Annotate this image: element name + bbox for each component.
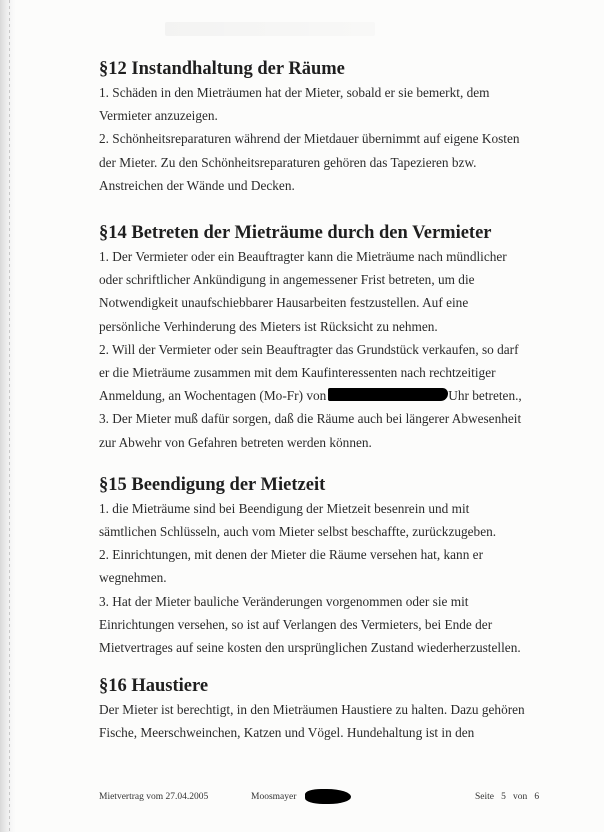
text-line: wegnehmen.: [99, 570, 167, 586]
text-line: Vermieter anzuzeigen.: [99, 108, 218, 124]
section-text: [99, 497, 559, 659]
footer-contract-date: Mietvertrag vom 27.04.2005: [99, 792, 209, 802]
section-heading: §16 Haustiere: [99, 676, 209, 697]
section-heading: §14 Betreten der Mieträume durch den Vermieter: [99, 223, 492, 244]
section-16: [99, 674, 559, 744]
footer-name: Moosmayer: [251, 792, 297, 802]
section-14: [99, 221, 559, 454]
section-heading: §12 Instandhaltung der Räume: [99, 59, 345, 79]
document-body: [99, 57, 559, 765]
section-12: [99, 57, 559, 197]
text-line: er die Mieträume zusammen mit dem Kaufinteressenten nach rechtzeitiger: [99, 365, 496, 381]
text-line: 2. Schönheitsreparaturen während der Mietdauer übernimmt auf eigene Kosten: [99, 131, 520, 147]
text-line: persönliche Verhinderung des Mieters ist Rücksicht zu nehmen.: [99, 318, 438, 334]
text-line: Mietvertrages auf seine kosten den ursprünglichen Zustand wiederherzustellen.: [99, 640, 521, 656]
text-line: 3. Hat der Mieter bauliche Veränderungen vorgenommen oder sie mit: [99, 593, 469, 609]
text-line: Notwendigkeit unaufschiebbarer Hausarbeiten festzustellen. Auf eine: [99, 295, 469, 311]
scan-edge: [0, 0, 16, 832]
text-line: Der Mieter ist berechtigt, in den Mieträumen Haustiere zu halten. Dazu gehören: [99, 702, 525, 718]
redaction-bar: [328, 388, 448, 401]
bleed-through-smudge: [165, 22, 375, 36]
text-line: der Mieter. Zu den Schönheitsreparaturen gehören das Tapezieren bzw.: [99, 154, 477, 170]
section-text: [99, 245, 559, 454]
text-line: zur Abwehr von Gefahren betreten werden können.: [99, 434, 372, 450]
text-line: 3. Der Mieter muß dafür sorgen, daß die Räume auch bei längerer Abwesenheit: [99, 411, 522, 427]
section-15: [99, 473, 559, 659]
section-text: [99, 81, 559, 197]
text-line: oder schriftlicher Ankündigung in angemessener Frist betreten, um die: [99, 272, 475, 288]
footer-redaction: [305, 789, 351, 804]
text-line-redacted: Anmeldung, an Wochentagen (Mo-Fr) von Uhr betreten.,: [99, 388, 522, 404]
footer-page-number: Seite 5 von 6: [475, 792, 540, 802]
text-line: 2. Einrichtungen, mit denen der Mieter die Räume versehen hat, kann er: [99, 547, 483, 563]
text-line: Anstreichen der Wände und Decken.: [99, 177, 295, 193]
text-line: 1. die Mieträume sind bei Beendigung der Mietzeit besenrein und mit: [99, 500, 470, 516]
section-text: [99, 698, 559, 744]
text-line: Fische, Meerschweinchen, Katzen und Vögel. Hundehaltung ist in den: [99, 725, 475, 741]
text-line: sämtlichen Schlüsseln, auch vom Mieter selbst beschaffte, zurückzugeben.: [99, 524, 497, 540]
text-line: Einrichtungen versehen, so ist auf Verlangen des Vermieters, bei Ende der: [99, 616, 493, 632]
text-line: 1. Schäden in den Mieträumen hat der Mieter, sobald er sie bemerkt, dem: [99, 85, 490, 100]
text-line: 2. Will der Vermieter oder sein Beauftragter das Grundstück verkaufen, so darf: [99, 341, 519, 357]
section-heading: §15 Beendigung der Mietzeit: [99, 474, 326, 495]
text-line: 1. Der Vermieter oder ein Beauftragter kann die Mieträume nach mündlicher: [99, 249, 507, 265]
